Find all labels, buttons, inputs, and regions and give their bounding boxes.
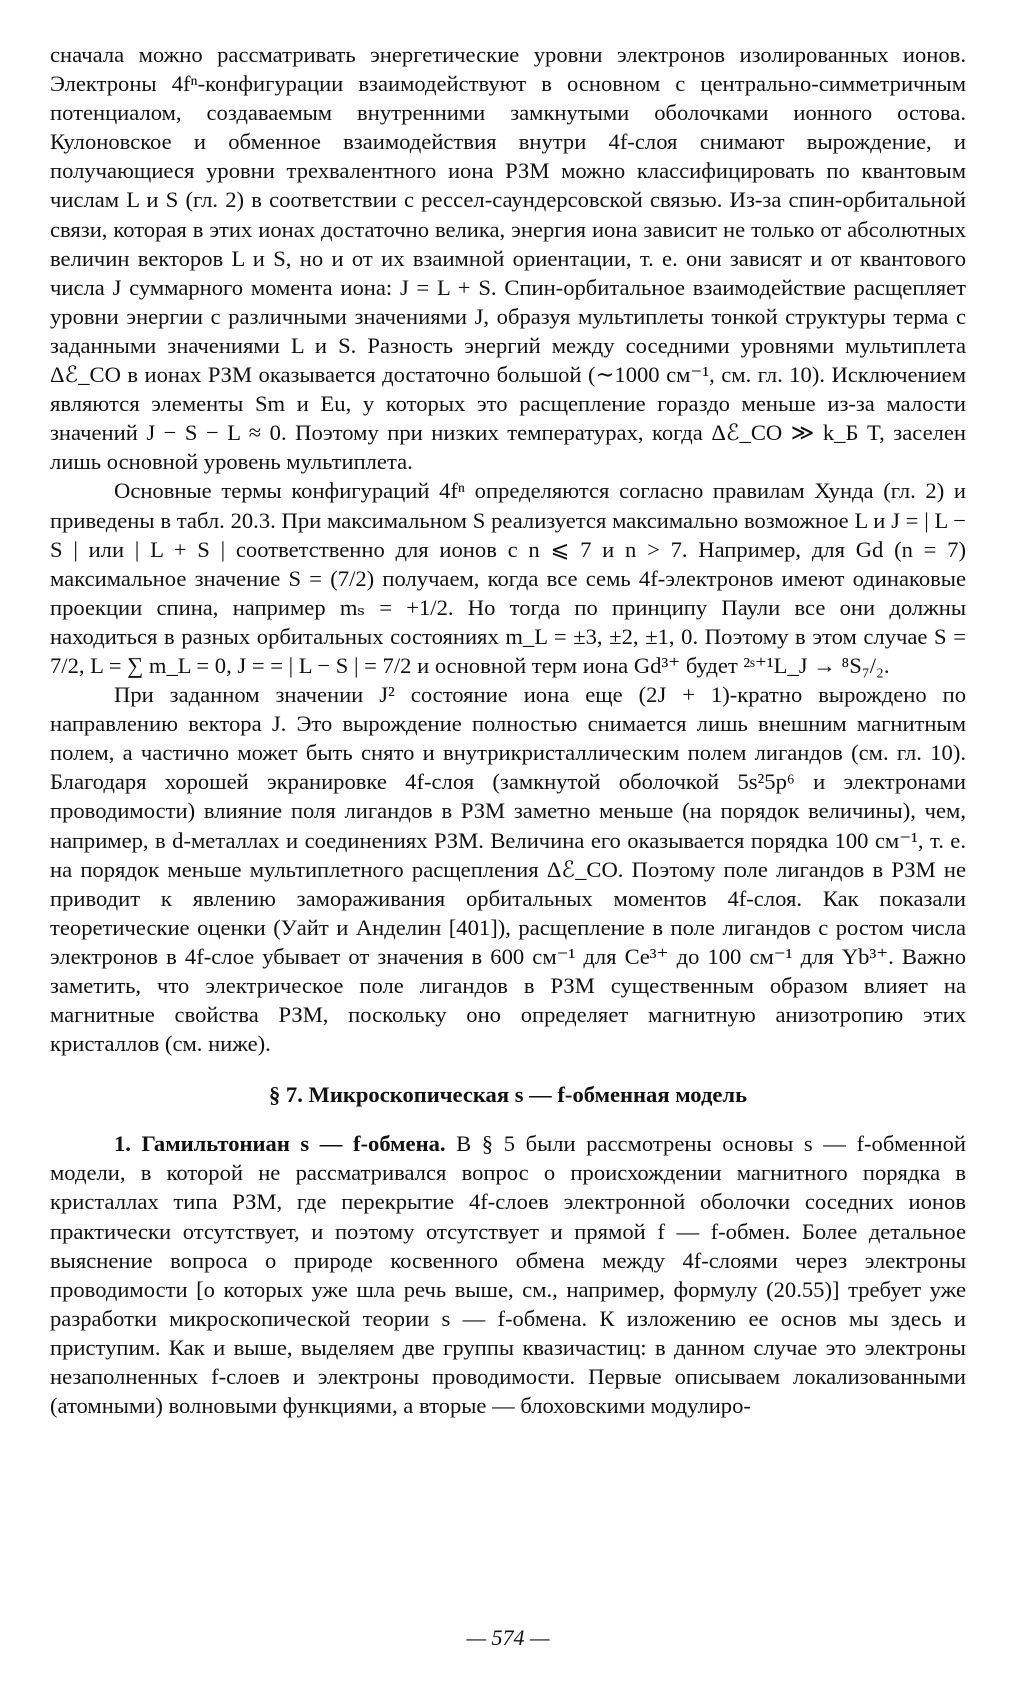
paragraph-ligand-field: При заданном значении J² состояние иона еще (2J + 1)-кратно вырождено по направлению вектора J. Это вырождение полностью снимается лишь внешним магнитным полем, а частично может быть снято и внутрикристаллическим полем лигандов (см. гл. 10). Благодаря хорошей экранировке 4f-слоя (замкнутой оболочкой 5s²5p⁶ и электронами проводимости) влияние поля лигандов в РЗМ заметно меньше (на порядок величины), чем, например, в d-металлах и соединениях РЗМ. Величина его оказывается порядка 100 см⁻¹, т. е. на порядок меньше мультиплетного расщепления Δℰ_СО. Поэтому поле лигандов в РЗМ не приводит к явлению замораживания орбитальных моментов 4f-слоя. Как показали теоретические оценки (Уайт и Анделин [401]), расщепление в поле лигандов с ростом числа электронов в 4f-слое убывает от значения в 600 см⁻¹ для Ce³⁺ до 100 см⁻¹ для Yb³⁺. Важно заметить, что электрическое поле лигандов в РЗМ существенным образом влияет на магнитные свойства РЗМ, поскольку оно определяет магнитную анизотропию этих кристаллов (см. ниже). [50,682,966,1057]
page-number: — 574 — [466,1625,550,1650]
subsection-text: В § 5 были рассмотрены основы s — f-обменной модели, в которой не рассматривался вопрос о происхождении магнитного порядка в кристаллах типа РЗМ, где перекрытие 4f-слоев электронной оболочки соседних ионов практически отсутствует, и поэтому отсутствует и прямой f — f-обмен. Более детальное выяснение вопроса о природе косвенного обмена между 4f-слоями через электроны проводимости [о которых уже шла речь выше, см., например, формулу (20.55)] требует уже разработки микроскопической теории s — f-обмена. К изложению ее основ мы здесь и приступим. Как и выше, выделяем две группы квазичастиц: в данном случае это электроны незаполненных f-слоев и электроны проводимости. Первые описываем локализованными (атомными) волновыми функциями, а вторые — блоховскими модулиро- [50,1131,966,1419]
paragraph-continuation: сначала можно рассматривать энергетические уровни электронов изолированных ионов. Электроны 4fⁿ-конфигурации взаимодействуют в основном с центрально-симметричным потенциалом, создаваемым внутренними замкнутыми оболочками ионного остова. Кулоновское и обменное взаимодействия внутри 4f-слоя снимают вырождение, и получающиеся уровни трехвалентного иона РЗМ можно классифицировать по квантовым числам L и S (гл. 2) в соответствии с рессел-саундерсовской связью. Из-за спин-орбитальной связи, которая в этих ионах достаточно велика, энергия иона зависит не только от абсолютных величин векторов L и S, но и от их взаимной ориентации, т. е. они зависят и от квантового числа J суммарного момента иона: J = L + S. Спин-орбитальное взаимодействие расщепляет уровни энергии с различными значениями J, образуя мультиплеты тонкой структуры терма с заданными значениями L и S. Разность энергий между соседними уровнями мультиплета Δℰ_СО в ионах РЗМ оказывается достаточно большой (∼1000 см⁻¹, см. гл. 10). Исключением являются элементы Sm и Eu, у которых это расщепление гораздо меньше из-за малости значений J − S − L ≈ 0. Поэтому при низких температурах, когда Δℰ_СО ≫ k_Б T, заселен лишь основной уровень мультиплета. [50,42,966,475]
paragraph-hamiltonian [50,1129,966,1420]
paragraph-hund-rules: Основные термы конфигураций 4fⁿ определяются согласно правилам Хунда (гл. 2) и приведены в табл. 20.3. При максимальном S реализуется максимально возможное L и J = | L − S | или | L + S | соответственно для ионов с n ⩽ 7 и n > 7. Например, для Gd (n = 7) максимальное значение S = (7/2) получаем, когда все семь 4f-электронов имеют одинаковые проекции спина, например mₛ = +1/2. Но тогда по принципу Паули все они должны находиться в разных орбитальных состояниях m_L = ±3, ±2, ±1, 0. Поэтому в этом случае S = 7/2, L = ∑ m_L = 0, J = = | L − S | = 7/2 и основной терм иона Gd³⁺ будет ²ˢ⁺¹L_J → ⁸S₇/₂. [50,478,966,678]
section-heading: § 7. Микроскопическая s — f-обменная модель [268,1082,748,1108]
book-page [50,40,966,1660]
subsection-title: 1. Гамильтониан s — f-обмена. [114,1131,446,1157]
